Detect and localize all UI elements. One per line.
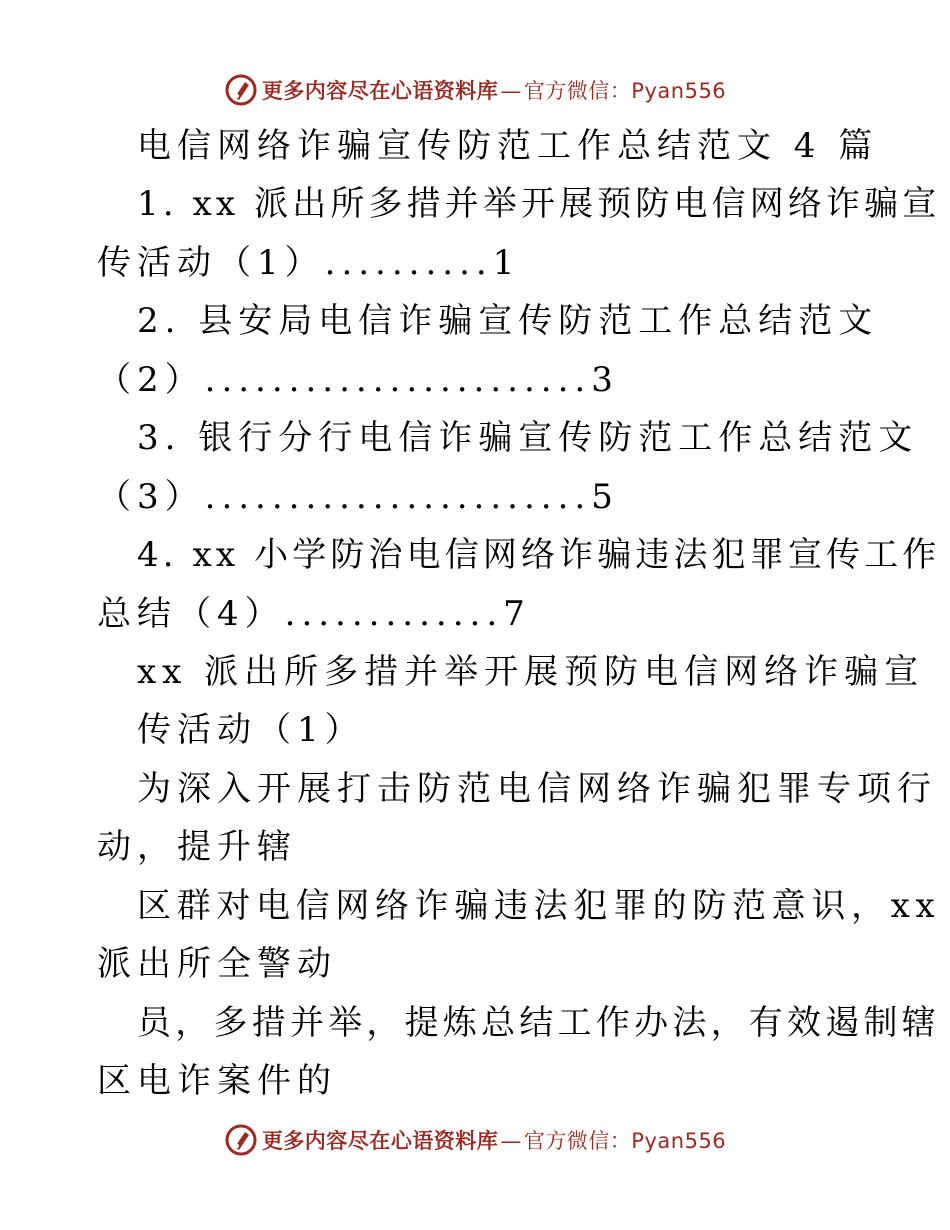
- toc-item-1-line1: 1. xx 派出所多措并举开展预防电信网络诈骗宣: [137, 184, 941, 224]
- header-banner: [0, 70, 950, 110]
- body-line-4: 派出所全警动: [97, 944, 337, 984]
- toc-item-3-line2: （3）.......................5: [97, 477, 619, 517]
- pen-logo-icon: [224, 1123, 258, 1157]
- toc-item-1-line2: 传活动（1）..........1: [97, 243, 521, 283]
- toc-item-3-line1: 3. 银行分行电信诈骗宣传防范工作总结范文: [137, 418, 919, 458]
- banner-text: [262, 75, 726, 105]
- section-title-line2: 传活动（1）: [137, 710, 365, 750]
- banner-separator: —: [500, 1129, 522, 1153]
- banner-brand: 更多内容尽在心语资料库: [261, 79, 499, 103]
- body-line-2: 动，提升辖: [97, 827, 297, 867]
- toc-item-4-line1: 4. xx 小学防治电信网络诈骗违法犯罪宣传工作: [137, 535, 941, 575]
- banner-wechat: 官方微信：Pyan556: [523, 79, 727, 103]
- banner-wechat: 官方微信：Pyan556: [523, 1129, 727, 1153]
- toc-item-2-line1: 2. 县安局电信诈骗宣传防范工作总结范文: [137, 301, 879, 341]
- pen-logo-icon: [224, 73, 258, 107]
- banner-text: [262, 1125, 726, 1155]
- body-line-6: 区电诈案件的: [97, 1061, 337, 1101]
- banner-brand: 更多内容尽在心语资料库: [261, 1129, 499, 1153]
- body-line-1: 为深入开展打击防范电信网络诈骗犯罪专项行: [137, 769, 937, 809]
- toc-item-2-line2: （2）.......................3: [97, 360, 619, 400]
- section-title-line1: xx 派出所多措并举开展预防电信网络诈骗宣: [137, 652, 925, 692]
- document-title: 电信网络诈骗宣传防范工作总结范文 4 篇: [137, 126, 879, 166]
- banner-separator: —: [500, 79, 522, 103]
- footer-banner: [0, 1120, 950, 1160]
- body-line-3: 区群对电信网络诈骗违法犯罪的防范意识，xx: [137, 886, 941, 926]
- toc-item-4-line2: 总结（4）.............7: [97, 594, 531, 634]
- body-line-5: 员，多措并举，提炼总结工作办法，有效遏制辖: [137, 1003, 940, 1043]
